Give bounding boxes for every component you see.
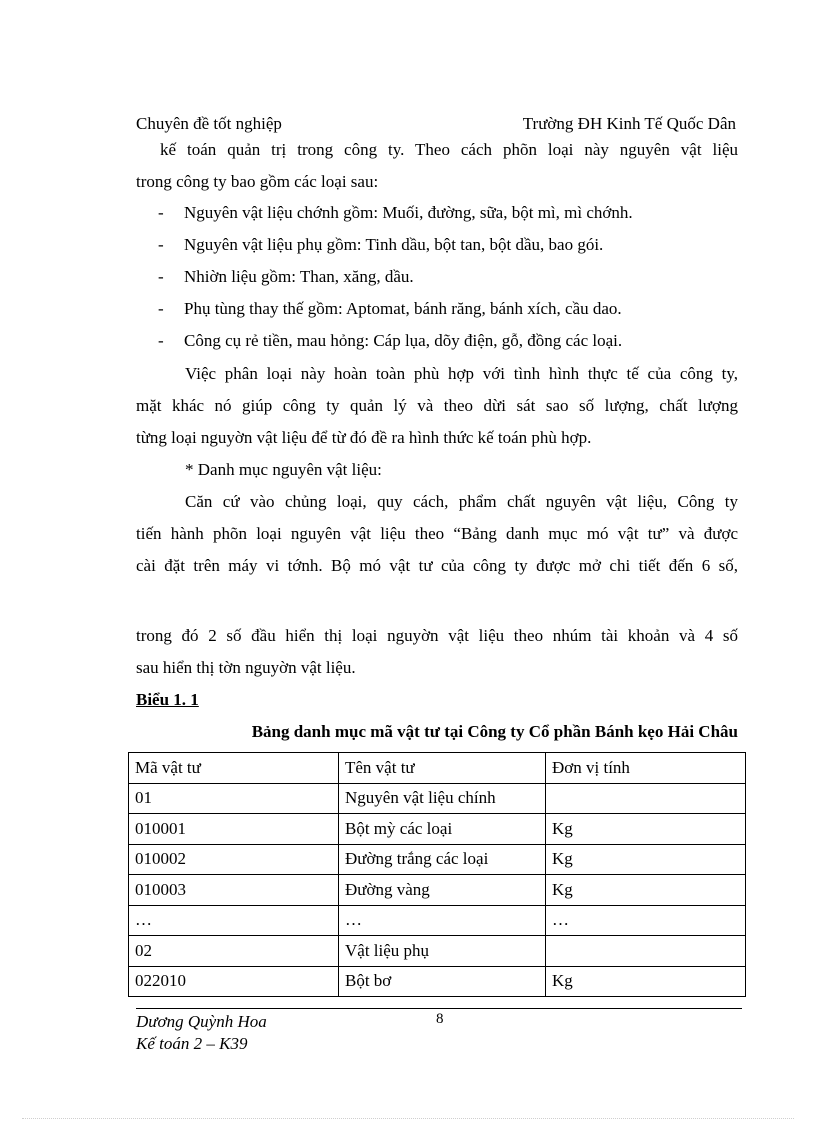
table-caption-label: Biểu 1. 1 xyxy=(136,690,199,709)
table-header-cell: Đơn vị tính xyxy=(546,753,746,784)
table-cell: Kg xyxy=(546,875,746,906)
list-item: Nguyên vật liệu phụ gồm: Tinh dầu, bột tan, bột dầu, bao gói. xyxy=(184,235,604,254)
table-header-row xyxy=(129,753,746,784)
paragraph-line: tiến hành phõn loại nguyên vật liệu theo “Bảng danh mục mó vật tư” và được xyxy=(136,524,738,543)
page-break-line xyxy=(22,1118,794,1119)
table-row xyxy=(129,875,746,906)
table-cell: … xyxy=(339,905,546,936)
paragraph-line: kế toán quản trị trong công ty. Theo cách phõn loại này nguyên vật liệu xyxy=(160,140,738,159)
paragraph-line: Việc phân loại này hoàn toàn phù hợp với tình hình thực tế của công ty, xyxy=(185,364,738,383)
section-heading: * Danh mục nguyên vật liệu: xyxy=(185,460,382,479)
page-number: 8 xyxy=(436,1011,444,1027)
table-row xyxy=(129,966,746,997)
table-cell xyxy=(546,936,746,967)
list-item: Nhiờn liệu gồm: Than, xăng, dầu. xyxy=(184,267,414,286)
bullet-mark: - xyxy=(158,235,164,254)
list-item: Phụ tùng thay thế gồm: Aptomat, bánh răng, bánh xích, cầu dao. xyxy=(184,299,622,318)
table-cell: Bột bơ xyxy=(339,966,546,997)
table-cell: Đường trắng các loại xyxy=(339,844,546,875)
table-cell: 010001 xyxy=(129,814,339,845)
table-header-cell: Tên vật tư xyxy=(339,753,546,784)
footer-class: Kế toán 2 – K39 xyxy=(136,1034,248,1053)
table-cell: Kg xyxy=(546,814,746,845)
header-right-title: Trường ĐH Kinh Tế Quốc Dân xyxy=(522,114,736,133)
table-cell xyxy=(546,783,746,814)
list-item: Công cụ rẻ tiền, mau hỏng: Cáp lụa, dõy điện, gỗ, đồng các loại. xyxy=(184,331,623,350)
paragraph-line: từng loại nguyờn vật liệu để từ đó đề ra hình thức kế toán phù hợp. xyxy=(136,428,592,447)
table-row xyxy=(129,905,746,936)
table-row xyxy=(129,814,746,845)
footer-divider xyxy=(136,1008,742,1009)
table-cell: 02 xyxy=(129,936,339,967)
table-cell: Bột mỳ các loại xyxy=(339,814,546,845)
paragraph-line: trong công ty bao gồm các loại sau: xyxy=(136,172,379,191)
table-cell: 010002 xyxy=(129,844,339,875)
bullet-mark: - xyxy=(158,299,164,318)
paragraph-line: cài đặt trên máy vi tớnh. Bộ mó vật tư của công ty được mở chi tiết đến 6 số, xyxy=(136,556,738,575)
bullet-mark: - xyxy=(158,331,164,350)
material-code-table xyxy=(128,752,746,997)
bullet-mark: - xyxy=(158,267,164,286)
table-cell: Kg xyxy=(546,844,746,875)
paragraph-line: mặt khác nó giúp công ty quản lý và theo dừi sát sao số lượng, chất lượng xyxy=(136,396,738,415)
table-cell: Đường vàng xyxy=(339,875,546,906)
table-cell: Vật liệu phụ xyxy=(339,936,546,967)
table-header-cell: Mã vật tư xyxy=(129,753,339,784)
table-cell: 010003 xyxy=(129,875,339,906)
list-item: Nguyên vật liệu chớnh gồm: Muối, đường, sữa, bột mì, mì chớnh. xyxy=(184,203,633,222)
table-row xyxy=(129,844,746,875)
table-cell: Kg xyxy=(546,966,746,997)
table-row xyxy=(129,936,746,967)
table-row xyxy=(129,783,746,814)
header-left-title: Chuyên đề tốt nghiệp xyxy=(136,114,282,133)
footer-author: Dương Quỳnh Hoa xyxy=(136,1012,267,1031)
bullet-mark: - xyxy=(158,203,164,222)
paragraph-line: trong đó 2 số đầu hiển thị loại nguyờn vật liệu theo nhúm tài khoản và 4 số xyxy=(136,626,738,645)
table-cell: 022010 xyxy=(129,966,339,997)
table-cell: 01 xyxy=(129,783,339,814)
paragraph-line: sau hiển thị tờn nguyờn vật liệu. xyxy=(136,658,356,677)
table-cell: … xyxy=(129,905,339,936)
table-title: Bảng danh mục mã vật tư tại Công ty Cổ phần Bánh kẹo Hải Châu xyxy=(251,722,738,741)
table-cell: Nguyên vật liệu chính xyxy=(339,783,546,814)
paragraph-line: Căn cứ vào chủng loại, quy cách, phẩm chất nguyên vật liệu, Công ty xyxy=(185,492,738,511)
table-cell: … xyxy=(546,905,746,936)
